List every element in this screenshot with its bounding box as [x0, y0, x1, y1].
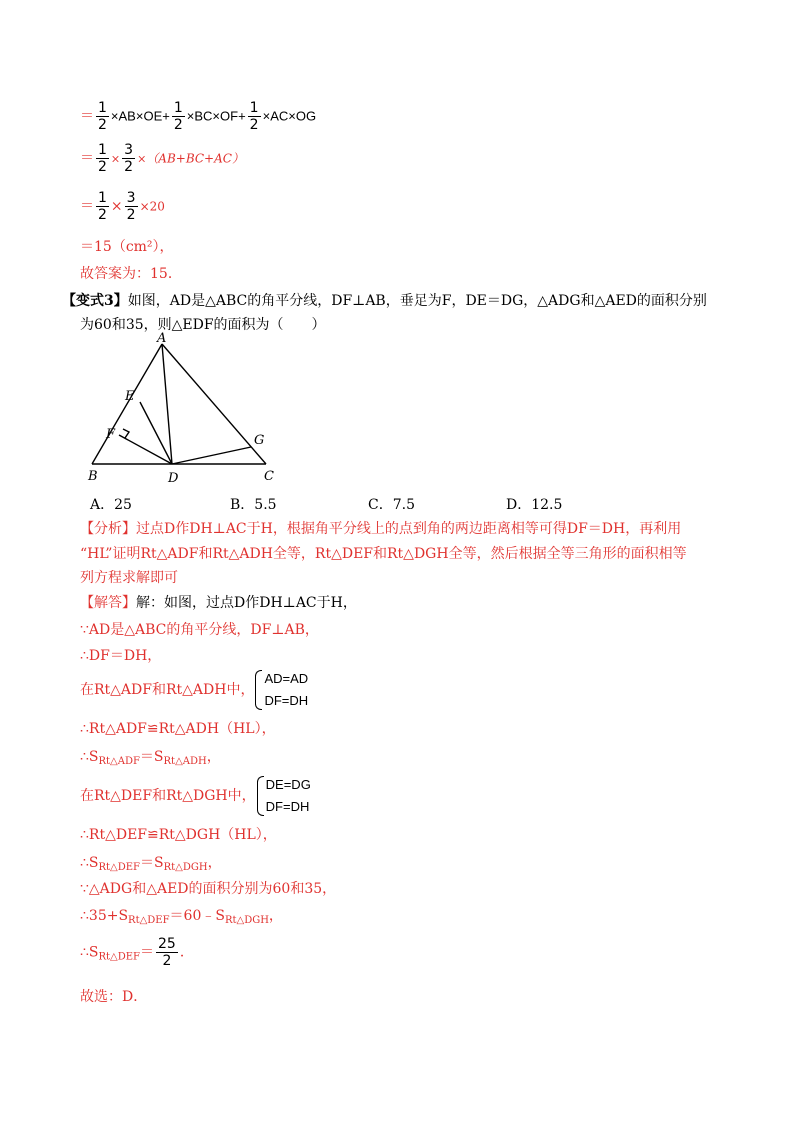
solution-line-13: 故选：D．	[80, 989, 148, 1005]
analysis-tag: 【分析】	[80, 521, 136, 537]
solution-line-3: ∴DF＝DH，	[80, 648, 162, 664]
solution-line-1: 【解答】解：如图，过点D作DH⊥AC于H，	[80, 595, 357, 611]
solution-line-12: $\therefore S_{Rt\triangle DEF}=$ $\frac{25}{2}$ ．	[80, 936, 194, 969]
triangle-figure	[84, 332, 284, 484]
segment-AC	[162, 344, 266, 464]
solution-line-7: 在Rt△DEF和Rt△DGH中， DE=DG DF=DH	[80, 774, 311, 818]
solution-line-11: $\therefore 35+S_{Rt\triangle DEF}=60﹣S_{Rt\triangle DGH}$，	[80, 908, 283, 926]
prev-line-1: ＝ $\frac{1}{2}$ ×AB×OE+ $\frac{1}{2}$ ×BC×OF+ $\frac{1}{2}$ ×AC×OG	[80, 100, 317, 133]
solution-line-6: $\therefore S_{Rt\triangle ADF}=S_{Rt\triangle ADH}$，	[80, 749, 221, 767]
problem-line-1: 【变式3】如图，AD是△ABC的角平分线，DF⊥AB，垂足为F，DE＝DG，△ADG和△AED的面积分别	[62, 293, 707, 309]
label-E: E	[125, 389, 135, 404]
solution-line-4: 在Rt△ADF和Rt△ADH中， AD=AD DF=DH	[80, 668, 308, 712]
segment-AB	[92, 344, 162, 464]
problem-line-2: 为60和35，则△EDF的面积为（ ）	[80, 317, 326, 333]
right-angle-mark	[123, 429, 129, 438]
label-B: B	[88, 469, 98, 484]
analysis-line-3: 列方程求解即可	[80, 570, 178, 586]
problem-tag: 【变式3】	[62, 293, 128, 309]
equation-system-1: AD=AD DF=DH	[254, 668, 308, 712]
segment-AD	[162, 344, 172, 464]
label-C: C	[264, 469, 274, 484]
option-a: A．25	[90, 497, 132, 513]
solution-line-10: ∵△ADG和△AED的面积分别为60和35，	[80, 881, 337, 897]
option-d: D．12.5	[506, 497, 563, 513]
option-c: C．7.5	[368, 497, 415, 513]
label-D: D	[168, 471, 179, 484]
prev-line-4: ＝15（cm²），	[80, 239, 174, 255]
label-G: G	[254, 433, 265, 448]
label-F: F	[106, 427, 116, 442]
label-A: A	[157, 332, 167, 346]
segment-DG	[172, 447, 251, 464]
option-b: B．5.5	[230, 497, 277, 513]
solution-line-8: ∴Rt△DEF≌Rt△DGH（HL），	[80, 827, 277, 843]
equation-system-2: DE=DG DF=DH	[256, 774, 311, 818]
solution-line-9: $\therefore S_{Rt\triangle DEF}=S_{Rt\triangle DGH}$，	[80, 855, 222, 873]
solution-line-5: ∴Rt△ADF≌Rt△ADH（HL），	[80, 721, 276, 737]
solution-tag: 【解答】	[80, 595, 136, 611]
analysis-line-1: 【分析】过点D作DH⊥AC于H，根据角平分线上的点到角的两边距离相等可得DF＝DH，再利用	[80, 521, 682, 537]
analysis-line-2: “HL”证明Rt△ADF和Rt△ADH全等，Rt△DEF和Rt△DGH全等，然后根据全等三角形的面积相等	[80, 546, 687, 562]
prev-line-3: ＝ $\frac{1}{2}$ × $\frac{3}{2}$ ×20	[80, 190, 165, 223]
solution-line-2: ∵AD是△ABC的角平分线，DF⊥AB，	[80, 622, 319, 638]
prev-line-2: ＝ $\frac{1}{2}$ × $\frac{3}{2}$ ×（AB+BC+AC）	[80, 142, 244, 175]
prev-line-5: 故答案为：15．	[80, 266, 182, 282]
